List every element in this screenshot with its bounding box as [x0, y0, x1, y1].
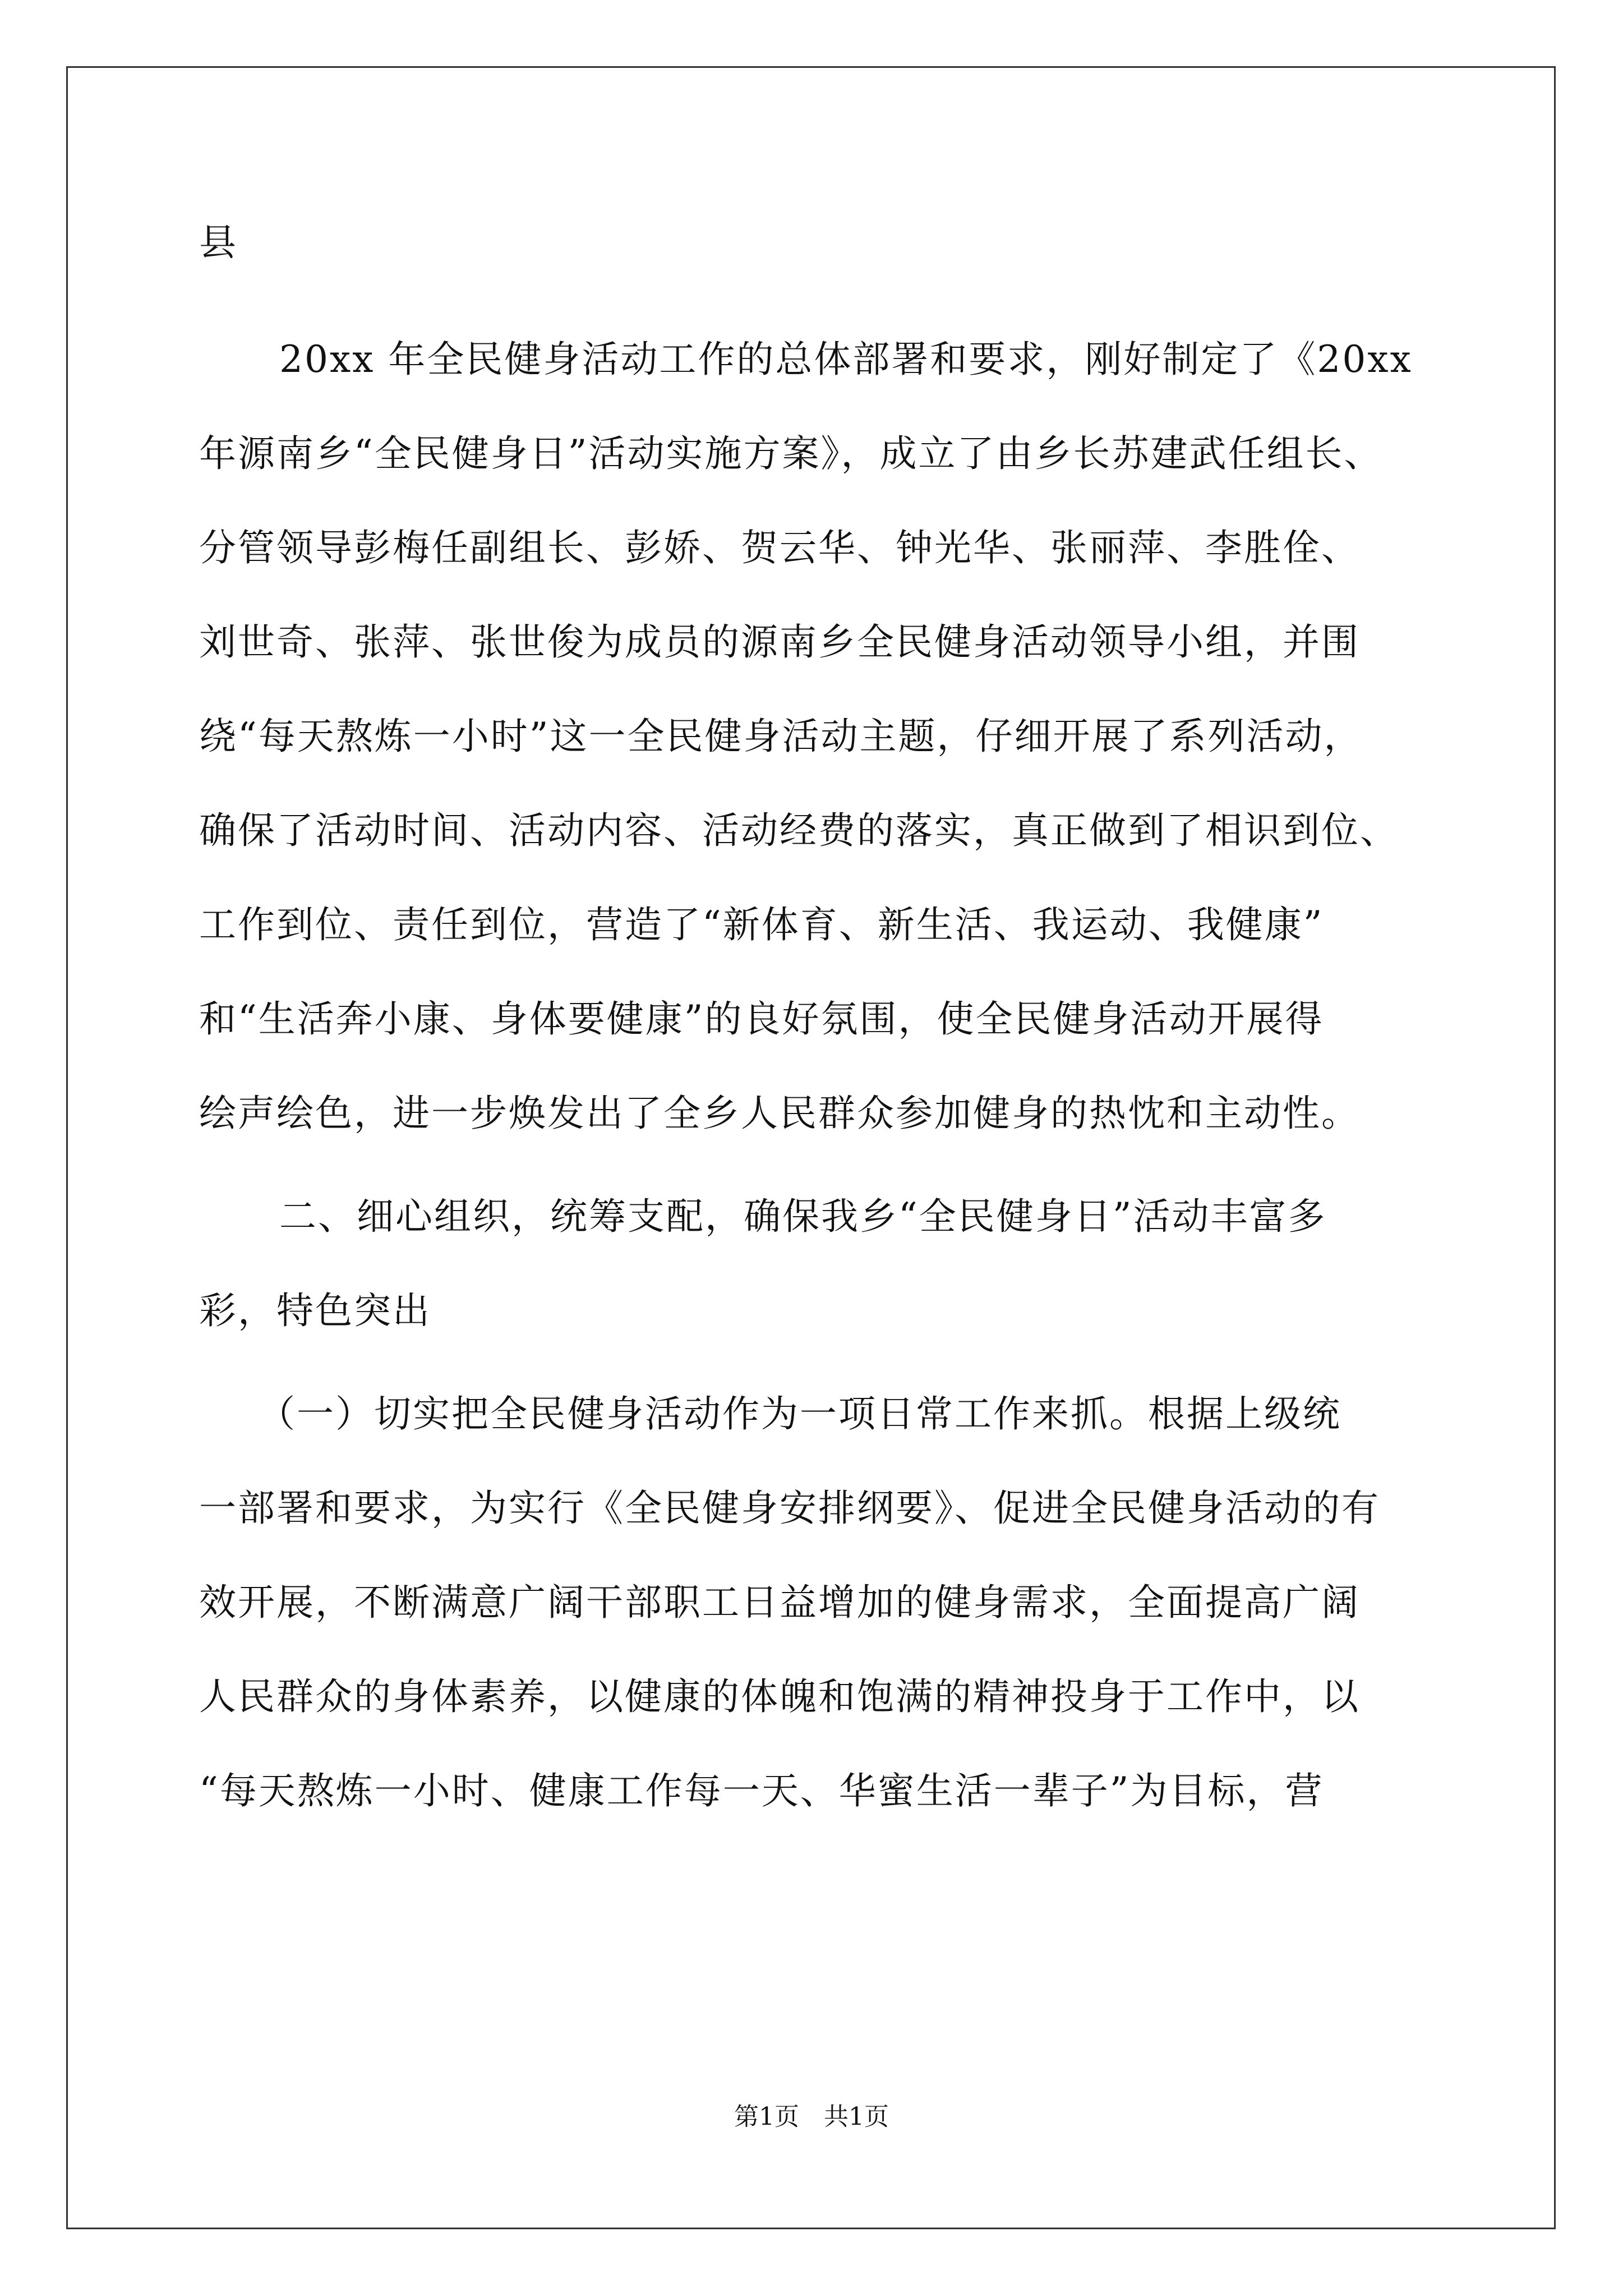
text-line: 县 — [199, 221, 238, 264]
page-border — [66, 66, 1556, 2229]
text-line: 彩，特色突出 — [199, 1289, 431, 1332]
text-line: 一部署和要求，为实行《全民健身安排纲要》、促进全民健身活动的有 — [199, 1487, 1380, 1530]
text-line: “每天熬炼一小时、健康工作每一天、华蜜生活一辈子”为目标，营 — [199, 1769, 1324, 1812]
page-footer: 第1页 共1页 — [734, 2102, 889, 2131]
text-line: 绕“每天熬炼一小时”这一全民健身活动主题，仔细开展了系列活动， — [199, 715, 1363, 758]
text-line: 人民群众的身体素养，以健康的体魄和饱满的精神投身于工作中，以 — [199, 1675, 1360, 1718]
text-line: 确保了活动时间、活动内容、活动经费的落实，真正做到了相识到位、 — [199, 809, 1399, 852]
text-line: 和“生活奔小康、身体要健康”的良好氛围，使全民健身活动开展得 — [199, 997, 1324, 1041]
text-line: 20xx 年全民健身活动工作的总体部署和要求，刚好制定了《20xx — [279, 338, 1413, 381]
text-line: （一）切实把全民健身活动作为一项日常工作来抓。根据上级统 — [258, 1392, 1341, 1435]
text-line: 刘世奇、张萍、张世俊为成员的源南乡全民健身活动领导小组，并围 — [199, 620, 1360, 664]
text-line: 二、细心组织，统筹支配，确保我乡“全民健身日”活动丰富多 — [279, 1195, 1327, 1238]
text-line: 效开展，不断满意广阔干部职工日益增加的健身需求，全面提高广阔 — [199, 1581, 1360, 1624]
text-line: 年源南乡“全民健身日”活动实施方案》，成立了由乡长苏建武任组长、 — [199, 432, 1383, 475]
text-line: 工作到位、责任到位，营造了“新体育、新生活、我运动、我健康” — [199, 903, 1324, 946]
text-line: 分管领导彭梅任副组长、彭娇、贺云华、钟光华、张丽萍、李胜佺、 — [199, 526, 1360, 569]
text-line: 绘声绘色，进一步焕发出了全乡人民群众参加健身的热忱和主动性。 — [199, 1092, 1360, 1135]
